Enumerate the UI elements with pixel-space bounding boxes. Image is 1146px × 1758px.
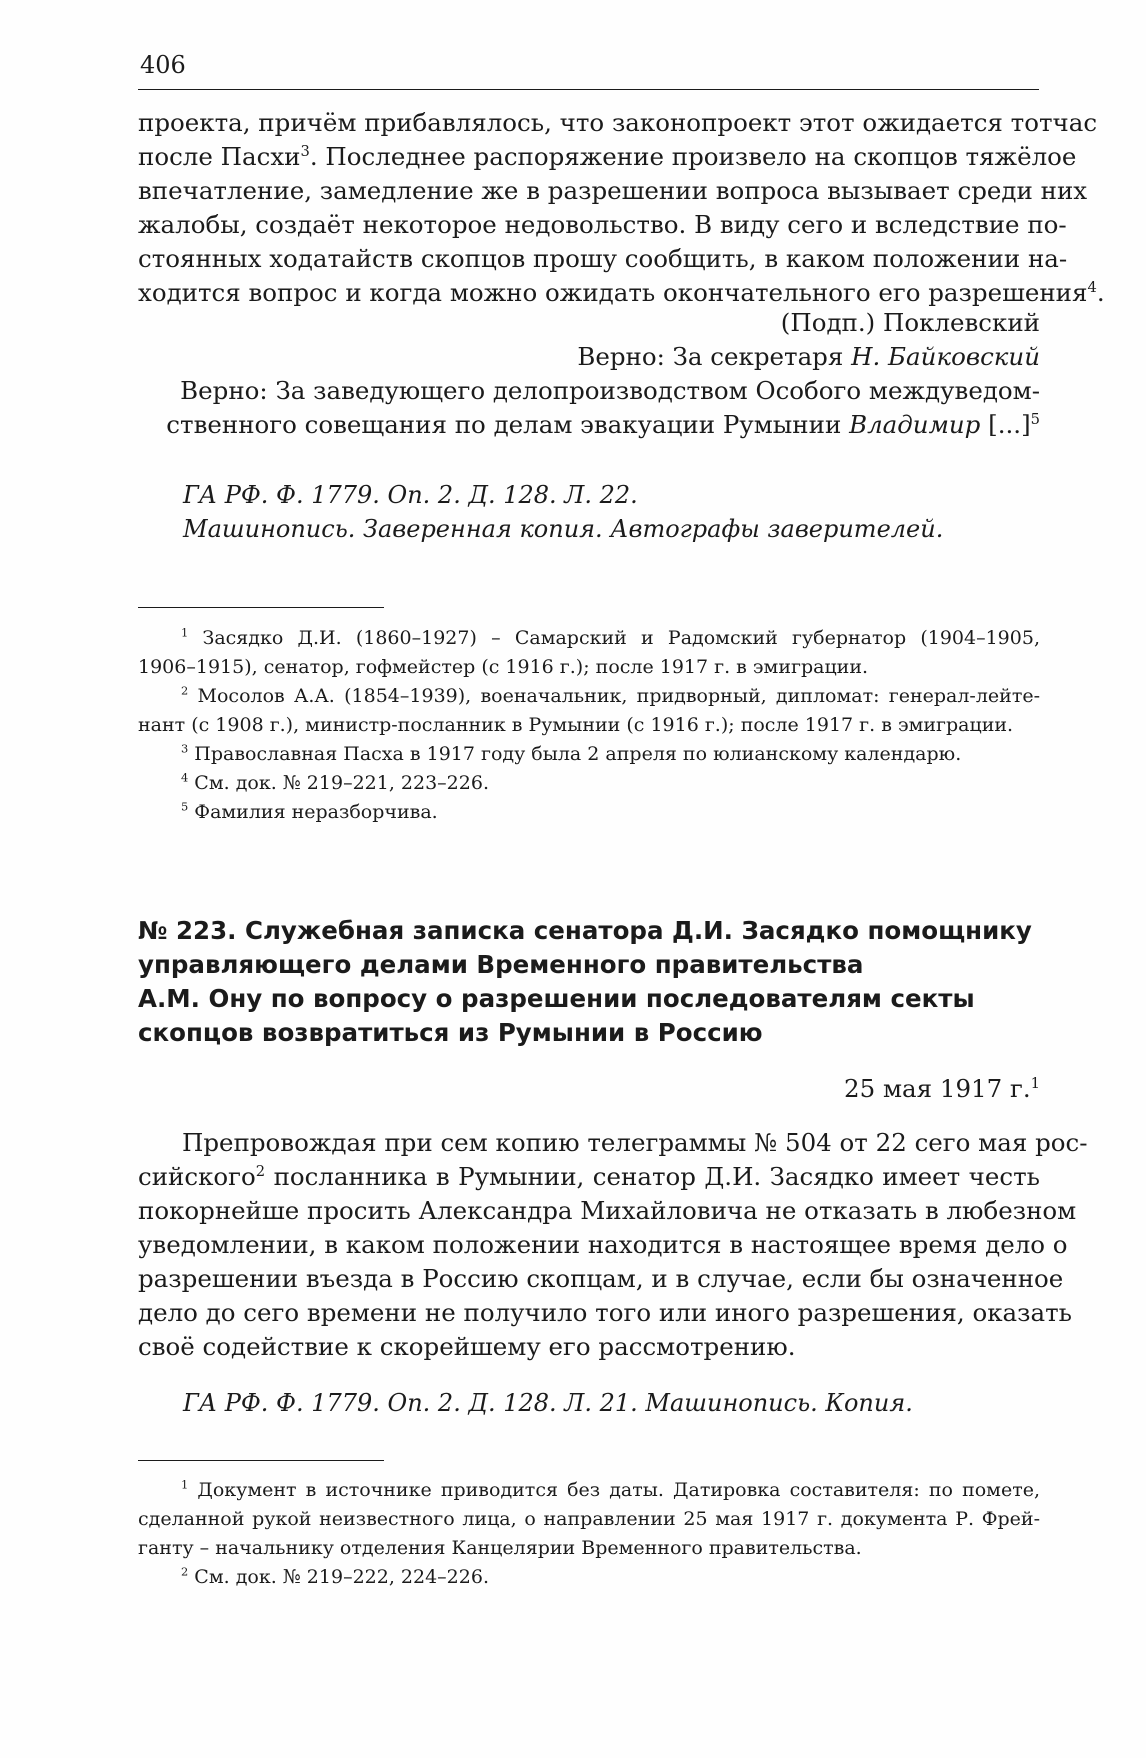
page-number: 406 [140,51,186,79]
body-line: после Пасхи$^3$. Последнее распоряжение произвело на скопцов тяжёлое [138,142,1077,171]
body-line: ходится вопрос и когда можно ожидать окончательного его разрешения$^4$. [138,278,1105,307]
body-line: стоянных ходатайств скопцов прошу сообщить, в каком положении на- [138,244,1068,273]
signature-line: ственного совещания по делам эвакуации Румынии Владимир [...]$^5$ [166,410,1040,439]
archive-reference: ГА РФ. Ф. 1779. Оп. 2. Д. 128. Л. 21. Машинопись. Копия. [183,1389,913,1417]
footnote-cont: нант (с 1908 г.), министр-посланник в Румынии (с 1916 г.); после 1917 г. в эмиграции. [138,714,1014,736]
body-line: впечатление, замедление же в разрешении вопроса вызывает среди них [138,176,1088,205]
footnote-cont: 1906–1915), сенатор, гофмейстер (с 1916 г.); после 1917 г. в эмиграции. [138,656,869,678]
body-line: дело до сего времени не получило того или иного разрешения, оказать [138,1298,1072,1327]
footnote: $^3$ Православная Пасха в 1917 году была 2 апреля по юлианскому календарю. [181,741,962,765]
body-line: своё содействие к скорейшему его рассмотрению. [138,1332,796,1361]
footnote-ref: 4 [1087,278,1097,296]
footnote-cont: сделанной рукой неизвестного лица, о направлении 25 мая 1917 г. документа Р. Фрей- [138,1508,1040,1530]
footnote: $^1$ Документ в источнике приводится без даты. Датировка составителя: по помете, [181,1477,1040,1501]
heading-line: № 223. Служебная записка сенатора Д.И. Засядко помощнику [138,916,1032,945]
body-line: жалобы, создаёт некоторое недовольство. В виду сего и вследствие по- [138,210,1067,239]
body-line: разрешении въезда в Россию скопцам, и в случае, если бы означенное [138,1264,1064,1293]
footnote-rule [138,1460,384,1461]
footnote: $^1$ Засядко Д.И. (1860–1927) – Самарский и Радомский губернатор (1904–1905, [181,625,1040,649]
doc222-body [138,106,1105,310]
body-line: уведомлении, в каком положении находится в настоящее время дело о [138,1230,1068,1259]
footnote-ref: 3 [300,142,310,160]
heading-line: скопцов возвратиться из Румынии в Россию [138,1018,763,1047]
body-line: покорнейше просить Александра Михайловича не отказать в любезном [138,1196,1077,1225]
header-rule [138,89,1039,90]
footnote-cont: ганту – начальнику отделения Канцелярии Временного правительства. [138,1537,862,1559]
heading-line: управляющего делами Временного правительства [138,950,864,979]
doc223-heading [138,914,1040,1050]
signature-block [138,306,1040,442]
doc223-footnotes [138,1476,1040,1592]
body-line: Препровождая при сем копию телеграммы № 504 от 22 сего мая рос- [182,1128,1088,1157]
footnote: $^5$ Фамилия неразборчива. [181,799,438,823]
footnote-rule [138,607,384,608]
archive-reference: ГА РФ. Ф. 1779. Оп. 2. Д. 128. Л. 22. [183,481,638,509]
signature-line: (Подп.) Поклевский [780,308,1040,337]
doc222-footnotes [138,624,1040,827]
heading-line: А.М. Ону по вопросу о разрешении последователям секты [138,984,975,1013]
doc223-body [138,1126,1088,1364]
body-line: сийского$^2$ посланника в Румынии, сенатор Д.И. Засядко имеет честь [138,1162,1040,1191]
signature-line: Верно: За заведующего делопроизводством Особого междуведом- [180,376,1040,405]
footnote: $^2$ Мосолов А.А. (1854–1939), военачальник, придворный, дипломат: генерал-лейте- [181,683,1040,707]
footnote-ref: 2 [255,1162,266,1180]
document-date: 25 мая 1917 г.$^1$ [844,1074,1040,1103]
archive-description: Машинопись. Заверенная копия. Автографы заверителей. [183,515,944,543]
footnote: $^2$ См. док. № 219–222, 224–226. [181,1564,489,1588]
signature-line: Верно: За секретаря Н. Байковский [577,342,1040,371]
body-line: проекта, причём прибавлялось, что законопроект этот ожидается тотчас [138,108,1098,137]
footnote: $^4$ См. док. № 219–221, 223–226. [181,770,489,794]
